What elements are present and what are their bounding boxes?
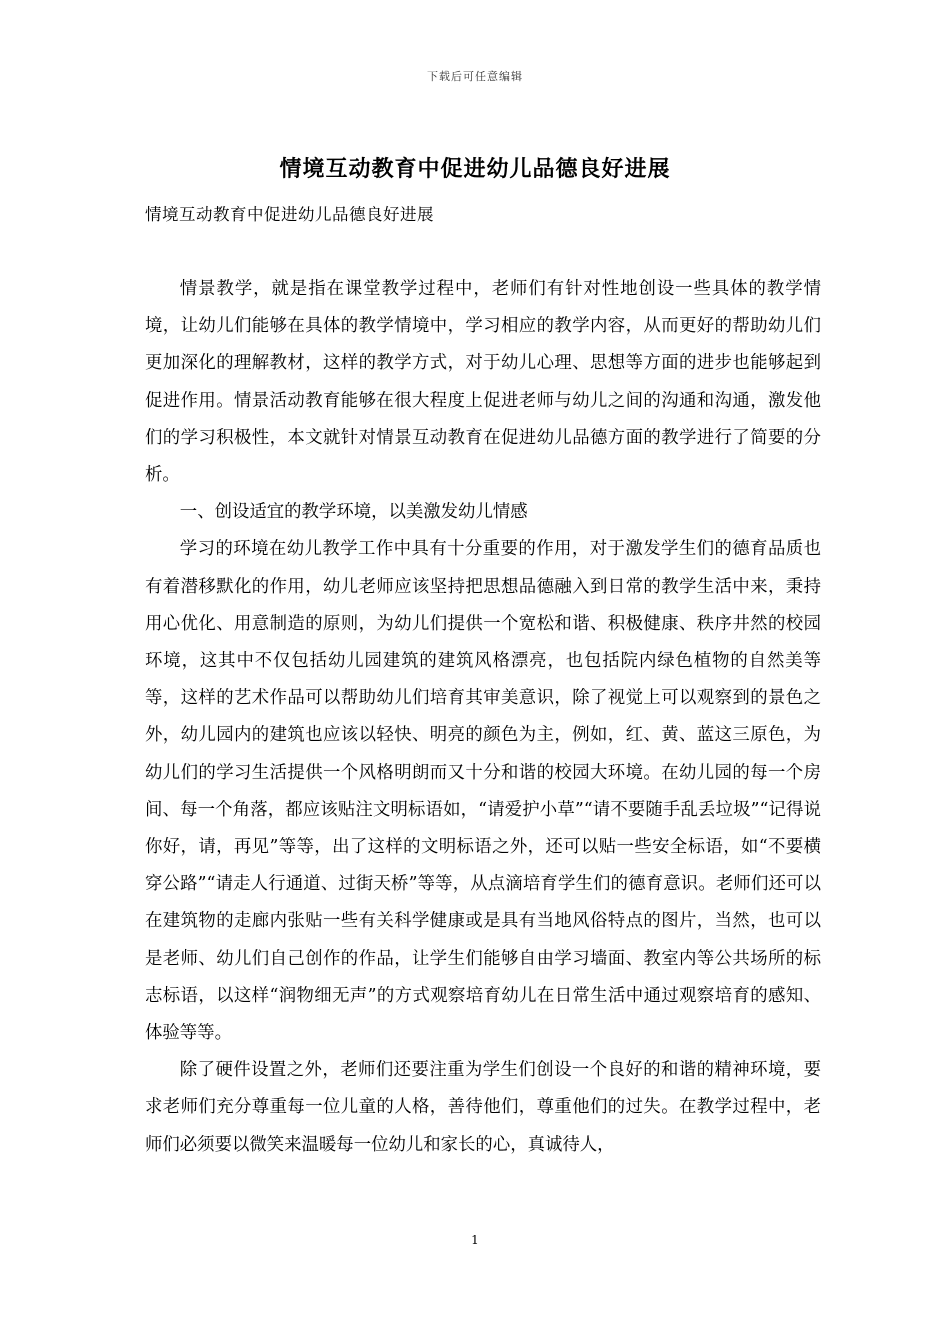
section-heading: 一、创设适宜的教学环境，以美激发幼儿情感 [179,502,528,523]
paragraph-spiritual-environment: 除了硬件设置之外，老师们还要注重为学生们创设一个良好的和谐的精神环境，要求老师们充分尊重每一位儿童的人格，善待他们，尊重他们的过失。在教学过程中，老师们必须要以微笑来温暖每一位幼儿和家长的心，真诚待人， [145,1060,821,1155]
page-header-note: 下载后可任意编辑 [427,70,523,83]
document-title: 情境互动教育中促进幼儿品德良好进展 [279,156,671,182]
document-subtitle: 情境互动教育中促进幼儿品德良好进展 [145,205,434,224]
page-number: 1 [471,1233,479,1247]
paragraph-environment: 学习的环境在幼儿教学工作中具有十分重要的作用，对于激发学生们的德育品质也有着潜移默化的作用，幼儿老师应该坚持把思想品德融入到日常的教学生活中来，秉持用心优化、用意制造的原则，为幼儿们提供一个宽松和谐、积极健康、秩序井然的校园环境，这其中不仅包括幼儿园建筑的建筑风格漂亮，也包括院内绿色植物的自然美等等，这样的艺术作品可以帮助幼儿们培育其审美意识，除了视觉上可以观察到的景色之外，幼儿园内的建筑也应该以轻快、明亮的颜色为主，例如，红、黄、蓝这三原色，为幼儿们的学习生活提供一个风格明朗而又十分和谐的校园大环境。在幼儿园的每一个房间、每一个角落，都应该贴注文明标语如，“请爱护小草”“请不要随手乱丢垃圾”“记得说你好，请，再见”等等，出了这样的文明标语之外，还可以贴一些安全标语，如“不要横穿公路”“请走人行通道、过街天桥”等等，从点滴培育学生们的德育意识。老师们还可以在建筑物的走廊内张贴一些有关科学健康或是具有当地风俗特点的图片，当然，也可以是老师、幼儿们自己创作的作品，让学生们能够自由学习墙面、教室内等公共场所的标志标语，以这样“润物细无声”的方式观察培育幼儿在日常生活中通过观察培育的感知、体验等等。 [145,539,821,1044]
paragraph-intro: 情景教学，就是指在课堂教学过程中，老师们有针对性地创设一些具体的教学情境，让幼儿们能够在具体的教学情境中，学习相应的教学内容，从而更好的帮助幼儿们更加深化的理解教材，这样的教学方式，对于幼儿心理、思想等方面的进步也能够起到促进作用。情景活动教育能够在很大程度上促进老师与幼儿之间的沟通和沟通，激发他们的学习积极性，本文就针对情景互动教育在促进幼儿品德方面的教学进行了简要的分析。 [145,279,821,486]
document-body [145,271,821,1164]
